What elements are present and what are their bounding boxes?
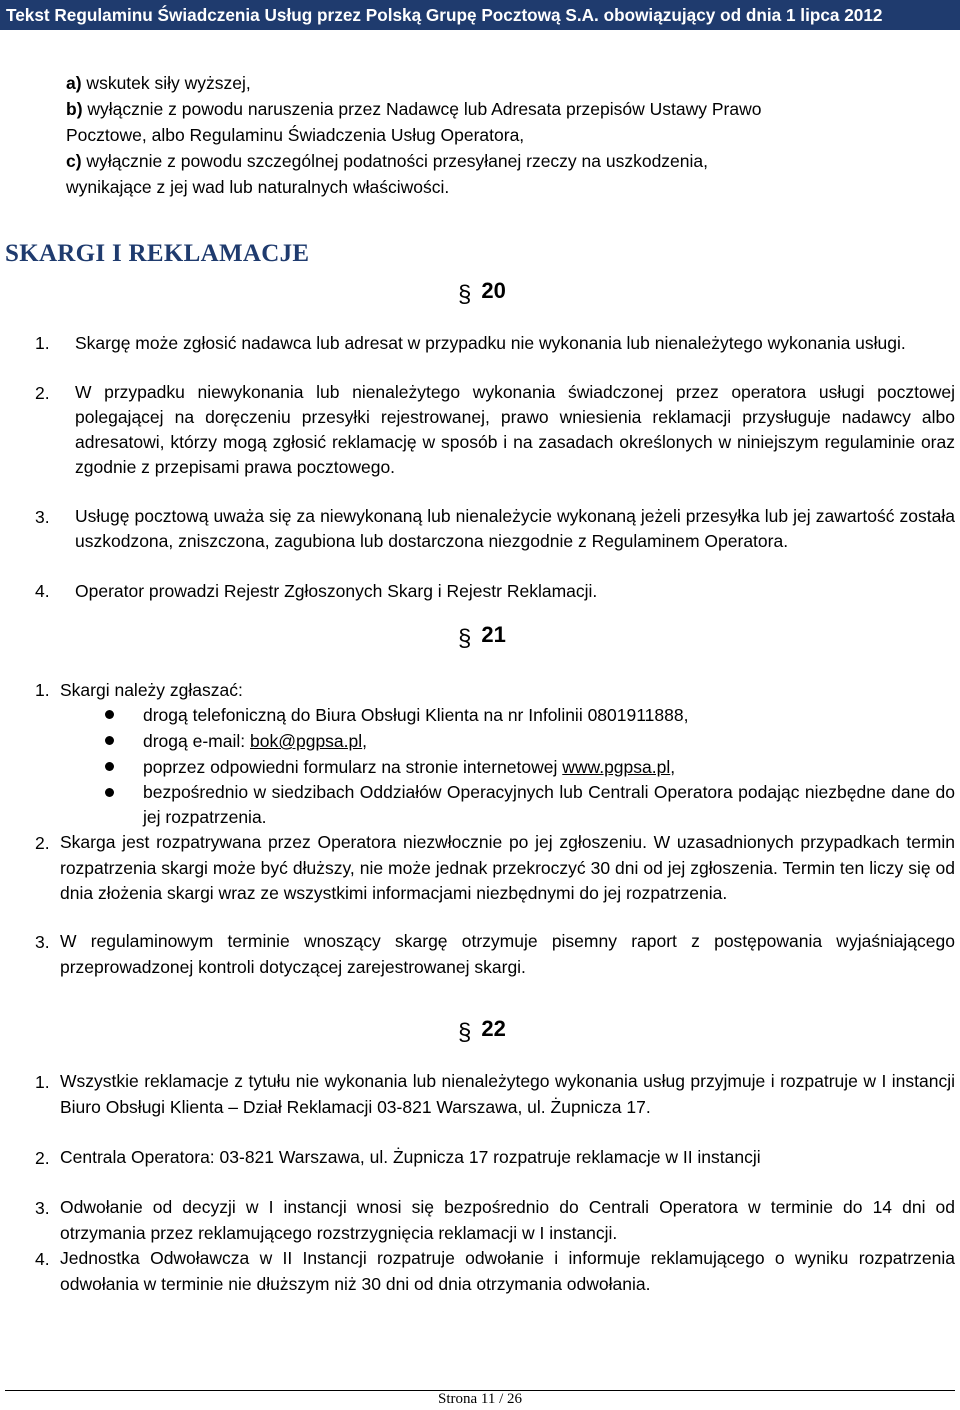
paragraph-number: 22 (481, 1016, 506, 1041)
list-item: Skargę może zgłosić nadawca lub adresat w przypadku nie wykonania lub nienależytego wykonania usługi. (75, 333, 906, 353)
item-b-line2: Pocztowe, albo Regulaminu Świadczenia Usług Operatora, (66, 125, 525, 145)
list-number: 4. (35, 581, 50, 601)
list-item: W regulaminowym terminie wnoszący skargę otrzymuje pisemny raport z postępowania wyjaśniającego przeprowadzonej kontroli dotyczącej zarejestrowanej skargi. (60, 931, 955, 977)
paragraph-21-heading (458, 622, 506, 653)
list-number: 4. (35, 1249, 50, 1269)
section-sign: § (458, 1019, 472, 1046)
bullet-text: poprzez odpowiedni formularz na stronie internetowej (143, 757, 563, 777)
bullet-item: drogą telefoniczną do Biura Obsługi Klienta na nr Infolinii 0801911888, (143, 705, 689, 725)
list-number: 3. (35, 932, 50, 952)
list-number: 3. (35, 507, 50, 527)
bullet-dot (105, 710, 114, 719)
list-item: Skargi należy zgłaszać: (60, 680, 243, 700)
item-c-text: wyłącznie z powodu szczególnej podatności przesyłanej rzeczy na uszkodzenia, (81, 151, 709, 171)
list-number: 3. (35, 1198, 50, 1218)
list-item: Skarga jest rozpatrywana przez Operatora niezwłocznie po jej zgłoszeniu. W uzasadnionych przypadkach termin rozpatrzenia skargi może być dłuższy, nie może jednak przekroczyć 30 dni od jej zgłoszenia. Termin ten liczy się od dnia złożenia skargi wraz ze wszystkimi informacjami niezbędnymi do jej rozpatrzenia. (60, 832, 955, 903)
page-number: Strona 11 / 26 (437, 1391, 523, 1407)
list-number: 2. (35, 383, 50, 403)
item-b-line1 (66, 96, 954, 122)
list-item: Wszystkie reklamacje z tytułu nie wykonania lub nienależytego wykonania usług przyjmuje i rozpatruje w I instancji Biuro Obsługi Klienta – Dział Reklamacji 03-821 Warszawa, ul. Żupnicza 17. (60, 1071, 955, 1117)
list-number: 1. (35, 680, 50, 700)
list-number: 1. (35, 1072, 50, 1092)
section-sign: § (458, 625, 472, 652)
bullet-item: bezpośrednio w siedzibach Oddziałów Operacyjnych lub Centrali Operatora podając niezbędne dane do jej rozpatrzenia. (143, 782, 955, 827)
section-sign: § (458, 281, 472, 308)
list-item: Centrala Operatora: 03-821 Warszawa, ul. Żupnicza 17 rozpatruje reklamacje w II instancji (60, 1147, 761, 1167)
bullet-text: drogą e-mail: (143, 731, 250, 751)
email-link[interactable]: bok@pgpsa.pl (250, 731, 363, 751)
item-b-label: b) (66, 99, 83, 119)
paragraph-20-heading (458, 278, 506, 309)
list-item: Odwołanie od decyzji w I instancji wnosi się bezpośrednio do Centrali Operatora w terminie do 14 dni od otrzymania przez reklamującego rozstrzygnięcia reklamacji w I instancji. (60, 1197, 955, 1243)
paragraph-number: 20 (481, 278, 506, 303)
list-number: 2. (35, 833, 50, 853)
bullet-text: , (362, 731, 368, 751)
bullet-dot (105, 762, 114, 771)
paragraph-number: 21 (481, 622, 506, 647)
website-link[interactable]: www.pgpsa.pl (562, 757, 671, 777)
bullet-dot (105, 788, 114, 797)
item-a-text: wskutek siły wyższej, (81, 73, 251, 93)
list-item: W przypadku niewykonania lub nienależytego wykonania świadczonej przez operatora usługi pocztowej polegającej na doręczeniu przesyłki rejestrowanej, prawo wniesienia reklamacji przysługuje nadawcy albo adresatowi, którzy mogą zgłosić reklamację w sposób i na zasadach określonych w niniejszym regulaminie oraz zgodnie z przepisami prawa pocztowego. (75, 382, 955, 477)
item-b-text: wyłącznie z powodu naruszenia przez Nadawcę lub Adresata przepisów Ustawy Prawo (82, 99, 762, 119)
section-title: SKARGI I REKLAMACJE (5, 240, 310, 267)
item-c-line1 (66, 148, 954, 174)
bullet-dot (105, 736, 114, 745)
document-header: Tekst Regulaminu Świadczenia Usług przez Polską Grupę Pocztową S.A. obowiązujący od dnia 1 lipca 2012 (0, 0, 960, 30)
item-a-label: a) (66, 73, 82, 93)
bullet-item (143, 728, 955, 754)
paragraph-22-heading (458, 1016, 506, 1047)
item-a (66, 70, 946, 96)
bullet-item (143, 754, 955, 780)
list-item: Jednostka Odwoławcza w II Instancji rozpatruje odwołanie i informuje reklamującego o wyniku rozpatrzenia odwołania w terminie nie dłuższym niż 30 dni od dnia otrzymania odwołania. (60, 1248, 955, 1294)
list-number: 1. (35, 333, 50, 353)
list-number: 2. (35, 1148, 50, 1168)
item-c-label: c) (66, 151, 82, 171)
bullet-text: , (670, 757, 676, 777)
item-c-line2: wynikające z jej wad lub naturalnych właściwości. (66, 177, 450, 197)
list-item: Usługę pocztową uważa się za niewykonaną lub nienależycie wykonaną jeżeli przesyłka lub jej zawartość została uszkodzona, zniszczona, zagubiona lub dostarczona niezgodnie z Regulaminem Operatora. (75, 506, 955, 551)
list-item: Operator prowadzi Rejestr Zgłoszonych Skarg i Rejestr Reklamacji. (75, 581, 598, 601)
